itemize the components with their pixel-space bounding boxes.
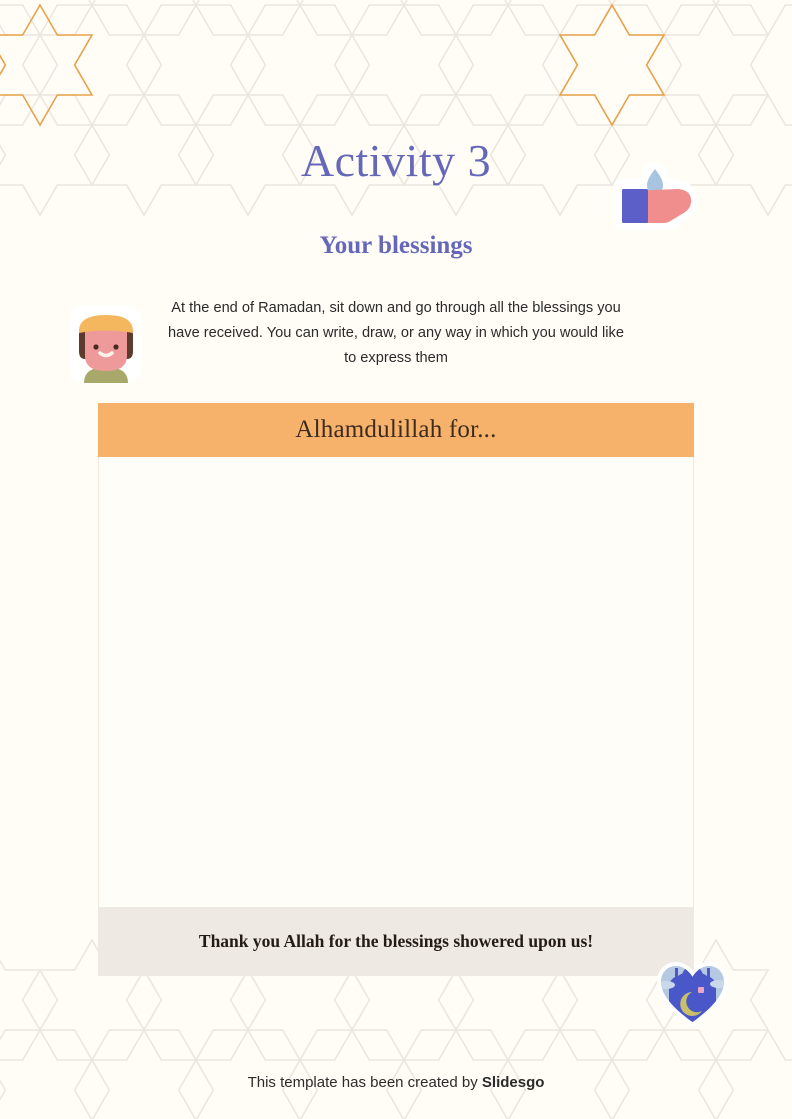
hand-with-water-drop-sticker (606, 163, 700, 235)
credit-prefix: This template has been created by (247, 1074, 482, 1091)
boy-with-kufi-cap-sticker (66, 301, 146, 387)
card-header-label: Alhamdulillah for... (295, 416, 497, 443)
page-subtitle: Your blessings (319, 232, 473, 259)
card-header (98, 403, 694, 457)
slidesgo-credit (0, 1074, 792, 1091)
page-title: Activity 3 (300, 135, 492, 186)
blessings-write-area[interactable] (98, 457, 694, 907)
instructions-text: At the end of Ramadan, sit down and go through all the blessings you have received. You can write, draw, or any way in which you would like to express them (168, 300, 624, 366)
blessings-card (98, 403, 694, 976)
card-footer (98, 907, 694, 976)
card-footer-label: Thank you Allah for the blessings showered upon us! (198, 931, 594, 951)
mosque-heart-sticker (655, 958, 730, 1028)
credit-brand: Slidesgo (481, 1074, 545, 1091)
